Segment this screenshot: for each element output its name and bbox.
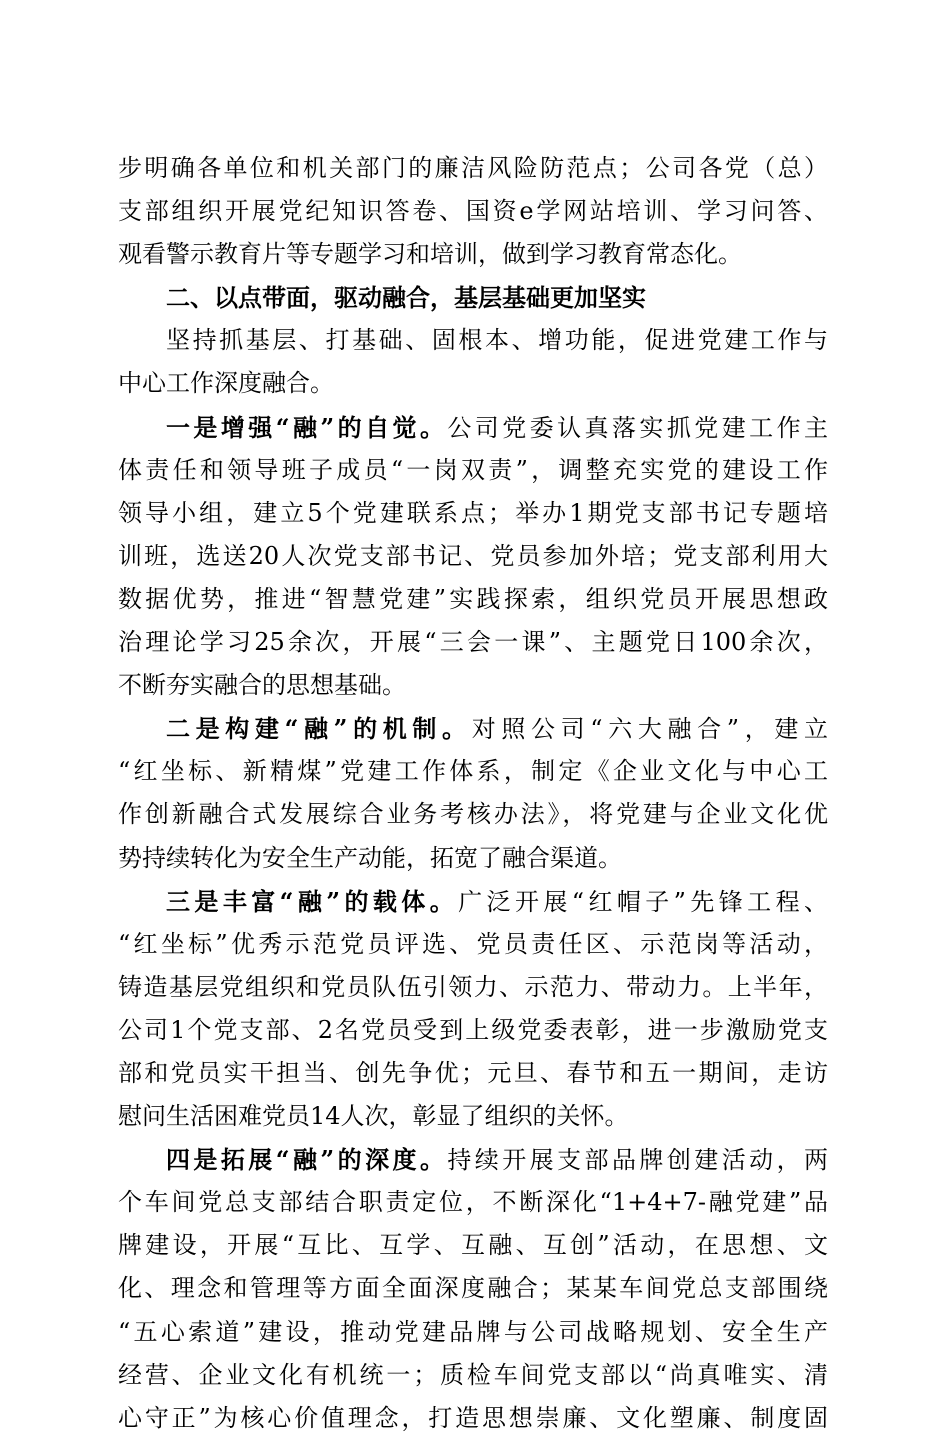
paragraph-first-line xyxy=(118,880,828,923)
text-span: 广泛开展“红帽子”先锋工程、 xyxy=(458,887,828,916)
paragraph-first-line xyxy=(118,406,828,449)
text-line: 中心工作深度融合。 xyxy=(118,369,334,398)
text-line: 领导小组，建立5个党建联系点；举办1期党支部书记专题培 xyxy=(118,498,828,527)
subheading-bold: 三是丰富“融”的载体。 xyxy=(166,886,459,916)
text-line: 训班，选送20人次党支部书记、党员参加外培；党支部利用大 xyxy=(118,541,828,570)
text-line: “红坐标、新精煤”党建工作体系，制定《企业文化与中心工 xyxy=(118,757,828,786)
text-line: 牌建设，开展“互比、互学、互融、互创”活动，在思想、文 xyxy=(118,1231,828,1260)
text-line: 铸造基层党组织和党员队伍引领力、示范力、带动力。上半年， xyxy=(118,972,828,1001)
text-line: 步明确各单位和机关部门的廉洁风险防范点；公司各党（总） xyxy=(118,154,828,182)
text-line: 化、理念和管理等方面全面深度融合；某某车间党总支部围绕 xyxy=(118,1274,828,1303)
document-page xyxy=(118,147,828,1440)
text-line: 不断夯实融合的思想基础。 xyxy=(118,671,406,700)
text-line: 经营、企业文化有机统一；质检车间党支部以“尚真唯实、清 xyxy=(118,1360,828,1389)
text-line: “红坐标”优秀示范党员评选、党员责任区、示范岗等活动， xyxy=(118,929,828,958)
text-line: 体责任和领导班子成员“一岗双责”，调整充实党的建设工作 xyxy=(118,455,828,484)
text-span: 公司党委认真落实抓党建工作主 xyxy=(447,413,829,442)
section-heading: 二、以点带面，驱动融合，基层基础更加坚实 xyxy=(166,283,646,313)
text-line: 部和党员实干担当、创先争优；元旦、春节和五一期间，走访 xyxy=(118,1058,828,1087)
paragraph-first-line xyxy=(118,1138,828,1181)
text-line: 心守正”为核心价值理念，打造思想崇廉、文化塑廉、制度固 xyxy=(118,1403,828,1432)
text-line: 慰问生活困难党员14人次，彰显了组织的关怀。 xyxy=(118,1102,629,1131)
paragraph-first-line xyxy=(118,707,828,750)
text-line: 数据优势，推进“智慧党建”实践探索，组织党员开展思想政 xyxy=(118,584,828,613)
text-line: 坚持抓基层、打基础、固根本、增功能，促进党建工作与 xyxy=(166,326,828,355)
text-line: 观看警示教育片等专题学习和培训，做到学习教育常态化。 xyxy=(118,240,742,269)
text-line: 势持续转化为安全生产动能，拓宽了融合渠道。 xyxy=(118,843,622,872)
text-span: 持续开展支部品牌创建活动，两 xyxy=(447,1146,829,1175)
subheading-bold: 二是构建“融”的机制。 xyxy=(166,714,472,744)
subheading-bold: 一是增强“融”的自觉。 xyxy=(166,412,448,442)
text-line: 治理论学习25余次，开展“三会一课”、主题党日100余次， xyxy=(118,628,828,657)
text-span: 对照公司“六大融合”，建立 xyxy=(471,715,829,744)
text-line: 公司1个党支部、2名党员受到上级党委表彰，进一步激励党支 xyxy=(118,1015,828,1044)
subheading-bold: 四是拓展“融”的深度。 xyxy=(166,1145,448,1175)
text-line: 作创新融合式发展综合业务考核办法》，将党建与企业文化优 xyxy=(118,800,828,829)
text-line: “五心索道”建设，推动党建品牌与公司战略规划、安全生产 xyxy=(118,1317,828,1346)
text-line: 支部组织开展党纪知识答卷、国资e学网站培训、学习问答、 xyxy=(118,197,828,226)
text-line: 个车间党总支部结合职责定位，不断深化“1+4+7-融党建”品 xyxy=(118,1188,828,1217)
